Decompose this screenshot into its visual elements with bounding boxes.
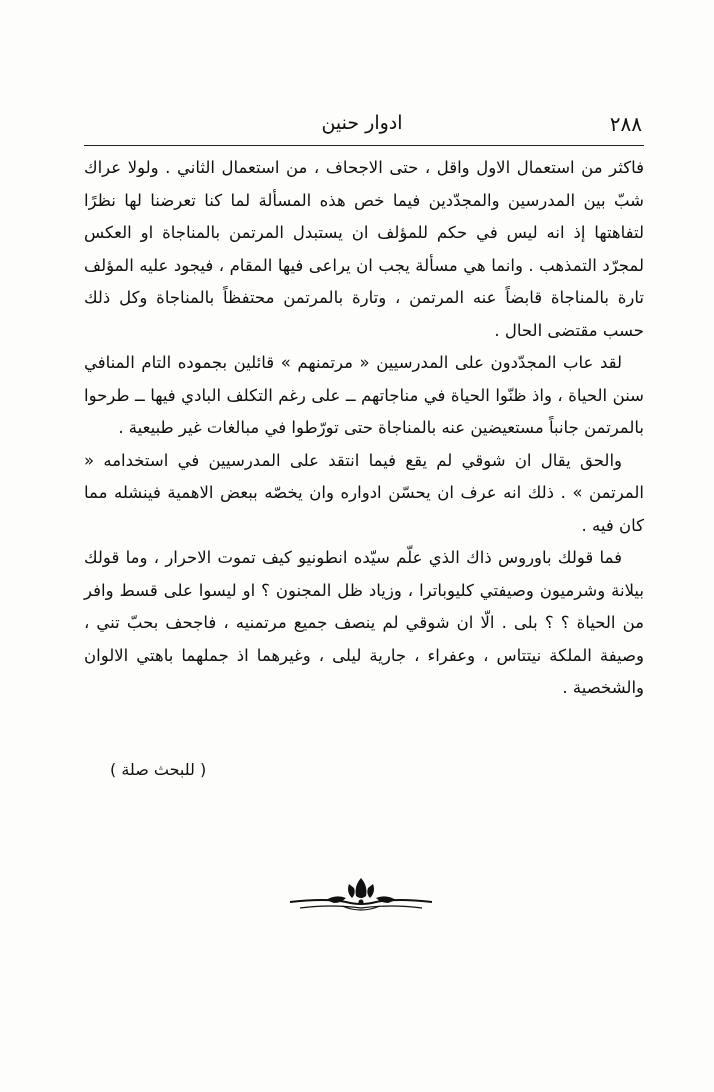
header-divider <box>84 145 644 146</box>
paragraph-1: فاكثر من استعمال الاول واقل ، حتى الاجحاف ، من استعمال الثاني . ولولا عراك شبّ بين المدرسين والمجدّدين فيما خص هذه المسألة لما كنا تعرضنا لها نظرًا لتفاهتها إذ انه ليس في حكم للمؤلف ان يستبدل المرتمن بالمناجاة او العكس لمجرّد التمذهب . وانما هي مسألة يجب ان يراعى فيها المقام ، فيجود عليه المؤلف تارة بالمناجاة قابضاً عنه المرتمن ، وتارة بالمرتمن محتفظاً بالمناجاة وكل ذلك حسب مقتضى الحال . <box>84 158 644 340</box>
article-body <box>84 152 644 705</box>
page-header <box>82 112 642 142</box>
page-number: ٢٨٨ <box>609 112 642 136</box>
paragraph-4: فما قولك باوروس ذاك الذي علّم سيّده انطونيو كيف تموت الاحرار ، وما قولك بيلانة وشرميون وصيفتي كليوباترا ، وزياد ظل المجنون ؟ او ليسوا على قسط وافر من الحياة ؟ ؟ بلى . الّا ان شوقي لم ينصف جميع مرتمنيه ، فاجحف بحبّ تني ، وصيفة الملكة نيتتاس ، وعفراء ، جارية ليلى ، وغيرهما اذ جملهما باهتي الالوان والشخصية . <box>84 548 644 697</box>
continuation-note: ( للبحث صلة ) <box>110 760 207 779</box>
paragraph-2: لقد عاب المجدّدون على المدرسيين « مرتمنهم » قائلين بجموده التام المنافي سنن الحياة ، واذ ظنّوا الحياة في مناجاتهم ــ على رغم التكلف البادي فيها ــ طرحوا بالمرتمن جانباً مستعيضين عنه بالمناجاة حتى تورّطوا في مبالغات غير طبيعية . <box>84 353 644 437</box>
paragraph-3: والحق يقال ان شوقي لم يقع فيما انتقد على المدرسيين في استخدامه « المرتمن » . ذلك انه عرف ان يحسّن ادواره وان يخصّه ببعض الاهمية فينشله مما كان فيه . <box>84 450 644 535</box>
running-title: ادوار حنين <box>321 112 403 134</box>
lotus-ornament-icon <box>286 872 436 918</box>
